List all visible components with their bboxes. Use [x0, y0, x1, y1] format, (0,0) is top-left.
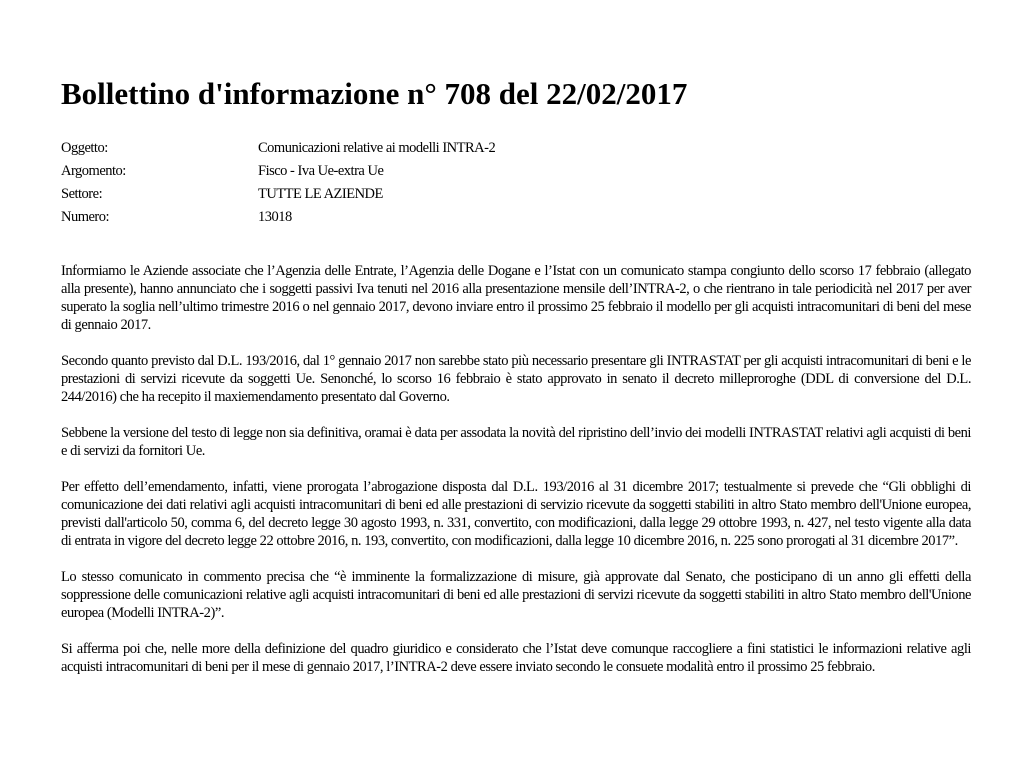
meta-row-settore: [61, 183, 661, 206]
meta-label: Oggetto:: [61, 140, 108, 156]
meta-row-numero: [61, 206, 661, 229]
document-meta-table: [61, 137, 661, 229]
document-body: [61, 262, 971, 694]
meta-label: Numero:: [61, 209, 110, 225]
body-paragraph: Sebbene la versione del testo di legge non sia definitiva, oramai è data per assodata la novità del ripristino dell’invio dei modelli INTRASTAT relativi agli acquisti di beni e di servizi da fornitori Ue.: [61, 425, 971, 459]
body-paragraph: Lo stesso comunicato in commento precisa che “è imminente la formalizzazione di misure, già approvate dal Senato, che posticipano di un anno gli effetti della soppressione delle comunicazioni relative agli acquisti intracomunitari di beni ed alle prestazioni di servizi ricevute da soggetti stabiliti in altro Stato membro dell'Unione europea (Modelli INTRA-2)”.: [61, 569, 971, 621]
meta-value: 13018: [258, 209, 292, 225]
body-paragraph: Si afferma poi che, nelle more della definizione del quadro giuridico e considerato che l’Istat deve comunque raccogliere a fini statistici le informazioni relative agli acquisti intracomunitari di beni per il mese di gennaio 2017, l’INTRA-2 deve essere inviato secondo le consuete modalità entro il prossimo 25 febbraio.: [61, 641, 971, 675]
body-paragraph: Secondo quanto previsto dal D.L. 193/2016, dal 1° gennaio 2017 non sarebbe stato più necessario presentare gli INTRASTAT per gli acquisti intracomunitari di beni e le prestazioni di servizi ricevute da soggetti Ue. Senonché, lo scorso 16 febbraio è stato approvato in senato il decreto milleproroghe (DDL di conversione del D.L. 244/2016) che ha recepito il maxiemendamento presentato dal Governo.: [61, 353, 971, 405]
meta-value: Comunicazioni relative ai modelli INTRA-2: [258, 140, 496, 156]
meta-row-oggetto: [61, 137, 661, 160]
meta-label: Argomento:: [61, 163, 126, 179]
meta-row-argomento: [61, 160, 661, 183]
meta-value: TUTTE LE AZIENDE: [258, 186, 383, 202]
document-title: Bollettino d'informazione n° 708 del 22/02/2017: [61, 76, 688, 111]
body-paragraph: Informiamo le Aziende associate che l’Agenzia delle Entrate, l’Agenzia delle Dogane e l’Istat con un comunicato stampa congiunto dello scorso 17 febbraio (allegato alla presente), hanno annunciato che i soggetti passivi Iva tenuti nel 2016 alla presentazione mensile dell’INTRA-2, o che rientrano in tale periodicità nel 2017 per aver superato la soglia nell’ultimo trimestre 2016 o nel gennaio 2017, devono inviare entro il prossimo 25 febbraio il modello per gli acquisti intracomunitari di beni del mese di gennaio 2017.: [61, 263, 971, 333]
meta-value: Fisco - Iva Ue-extra Ue: [258, 163, 384, 179]
body-paragraph: Per effetto dell’emendamento, infatti, viene prorogata l’abrogazione disposta dal D.L. 193/2016 al 31 dicembre 2017; testualmente si prevede che “Gli obblighi di comunicazione dei dati relativi agli acquisti intracomunitari di beni ed alle prestazioni di servizio ricevute da soggetti stabiliti in altro Stato membro dell'Unione europea, previsti dall'articolo 50, comma 6, del decreto legge 30 agosto 1993, n. 331, convertito, con modificazioni, dalla legge 29 ottobre 1993, n. 427, nel testo vigente alla data di entrata in vigore del decreto legge 22 ottobre 2016, n. 193, convertito, con modificazioni, dalla legge 10 dicembre 2016, n. 225 sono prorogati al 31 dicembre 2017”.: [61, 479, 971, 549]
meta-label: Settore:: [61, 186, 103, 202]
